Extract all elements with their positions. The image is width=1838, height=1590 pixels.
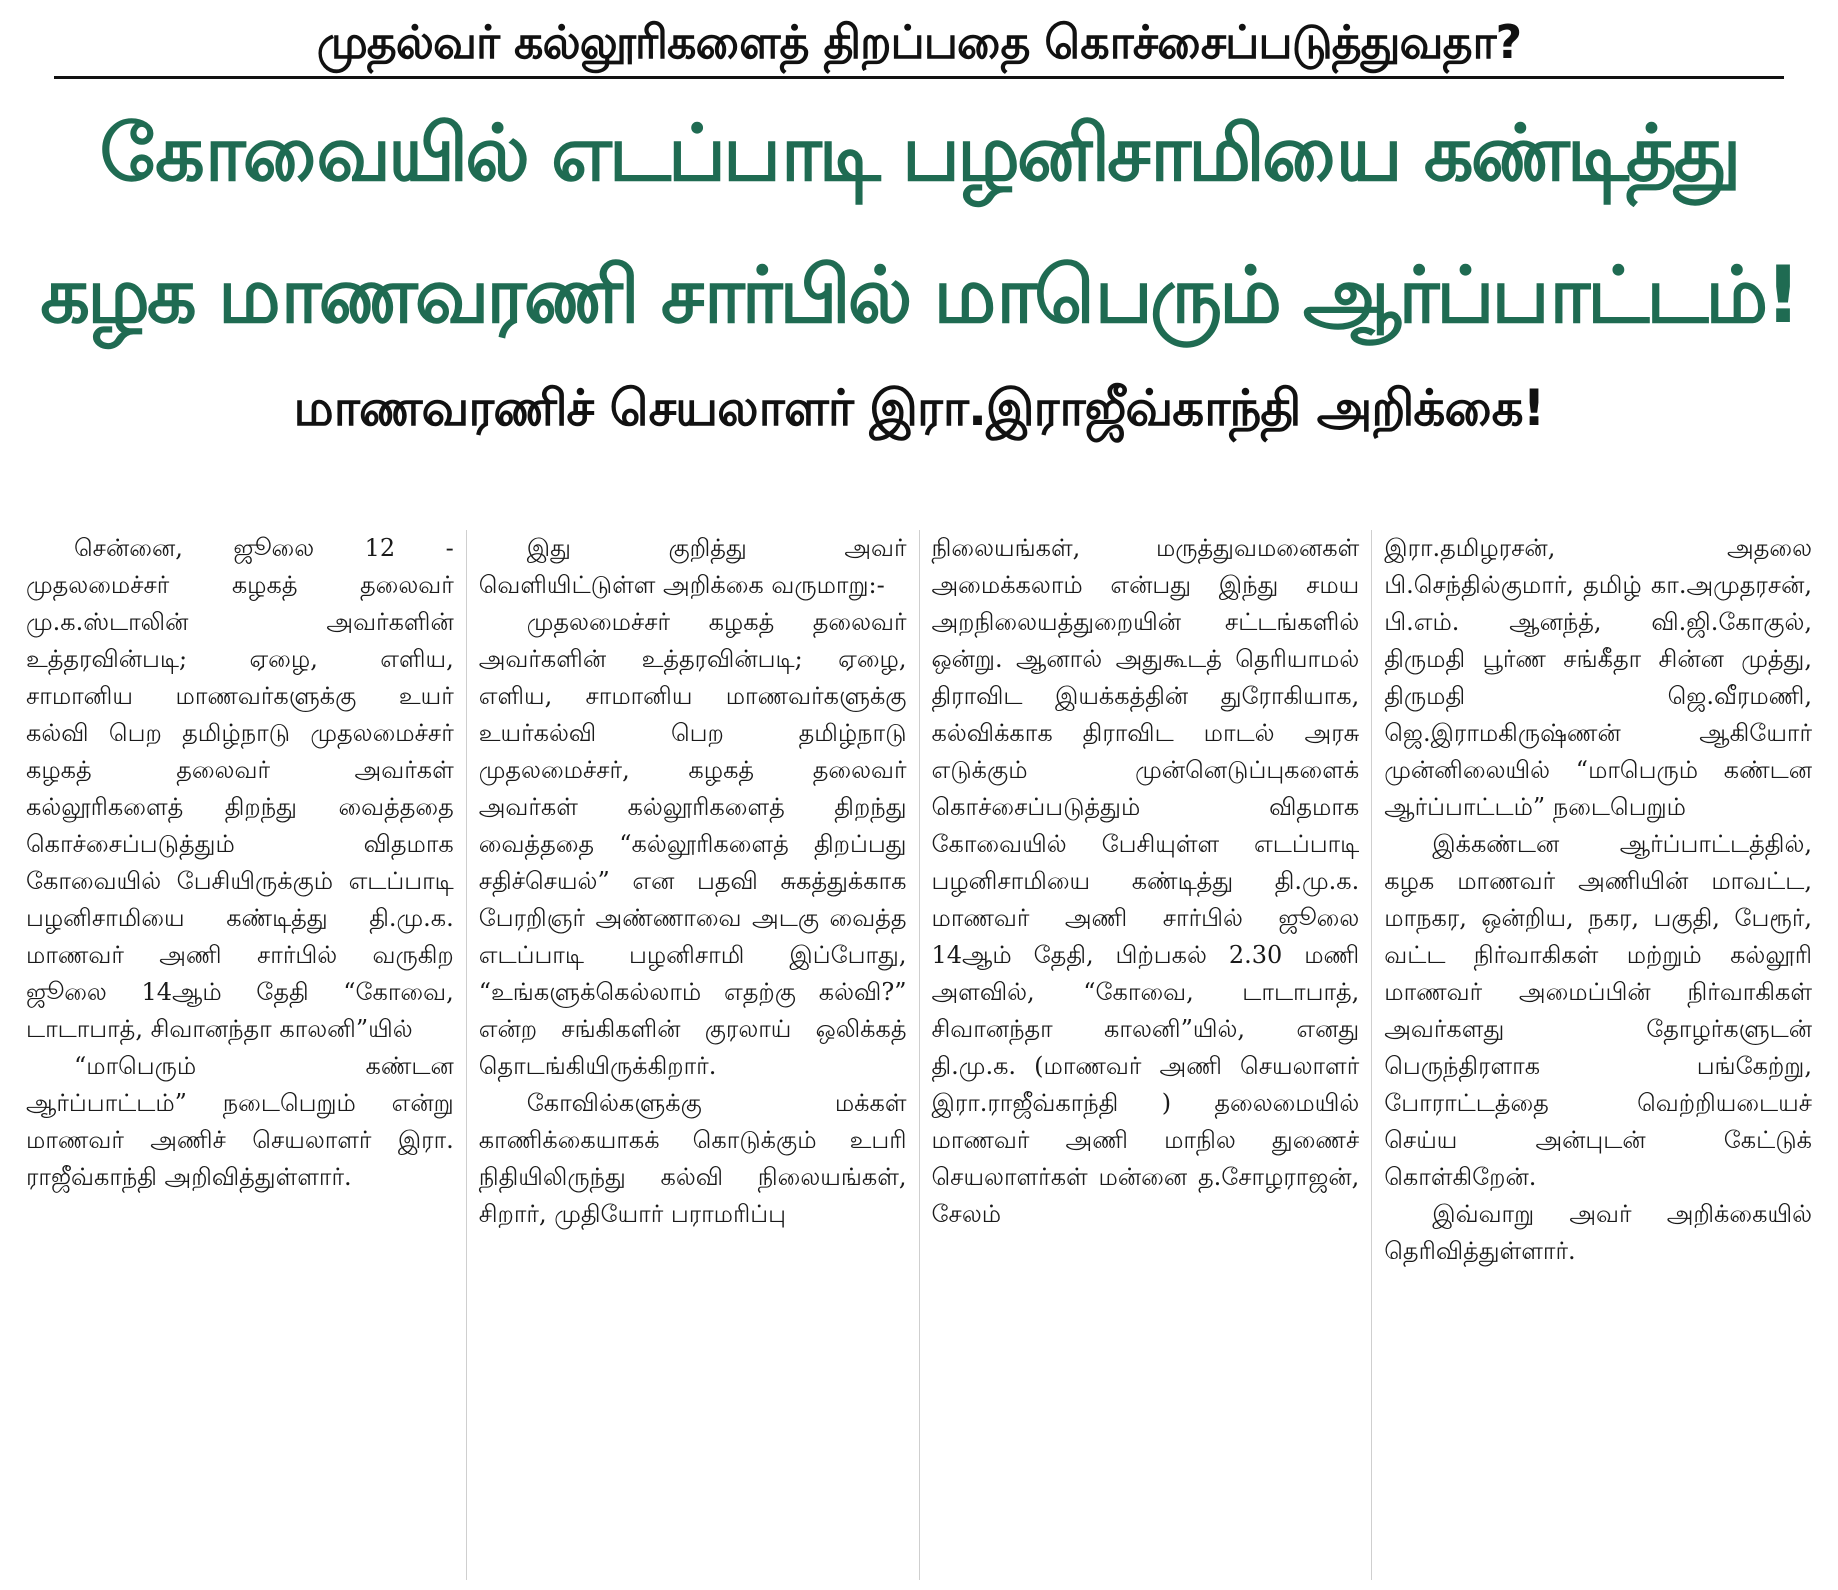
- article-column-3: [919, 530, 1372, 1580]
- paragraph: இக்கண்டன ஆர்ப்பாட்டத்தில், கழக மாணவர் அணியின் மாவட்ட, மாநகர, ஒன்றிய, நகர, பகுதி, பேரூர், வட்ட நிர்வாகிகள் மற்றும் கல்லூரி மாணவர் அமைப்பின் நிர்வாகிகள் அவர்களது தோழர்களுடன் பெருந்திரளாக பங்கேற்று, போராட்டத்தை வெற்றியடையச் செய்ய அன்புடன் கேட்டுக் கொள்கிறேன்.: [1384, 830, 1812, 1191]
- paragraph: கோவில்களுக்கு மக்கள் காணிக்கையாகக் கொடுக்கும் உபரி நிதியிலிருந்து கல்வி நிலையங்கள், சிறார், முதியோர் பராமரிப்பு: [478, 1089, 907, 1228]
- main-headline-line-2: கழக மாணவரணி சார்பில் மாபெரும் ஆர்ப்பாட்டம்!: [40, 251, 1798, 341]
- article-column-4: [1371, 530, 1824, 1580]
- paragraph: முதலமைச்சர் கழகத் தலைவர் அவர்களின் உத்தரவின்படி; ஏழை, எளிய, சாமானிய மாணவர்களுக்கு உயர்கல்வி பெற தமிழ்நாடு முதலமைச்சர், கழகத் தலைவர் அவர்கள் கல்லூரிகளைத் திறந்து வைத்ததை “கல்லூரிகளைத் திறப்பது சதிச்செயல்” என பதவி சுகத்துக்காக பேரறிஞர் அண்ணாவை அடகு வைத்த எடப்பாடி பழனிசாமி இப்போது, “உங்களுக்கெல்லாம் எதற்கு கல்வி?” என்ற சங்கிகளின் குரலாய் ஒலிக்கத் தொடங்கியிருக்கிறார்.: [478, 608, 907, 1080]
- paragraph: நிலையங்கள், மருத்துவமனைகள் அமைக்கலாம் என்பது இந்து சமய அறநிலையத்துறையின் சட்டங்களில் ஒன்று. ஆனால் அதுகூடத் தெரியாமல் திராவிட இயக்கத்தின் துரோகியாக, கல்விக்காக திராவிட மாடல் அரசு எடுக்கும் முன்னெடுப்புகளைக் கொச்சைப்படுத்தும் விதமாக கோவையில் பேசியுள்ள எடப்பாடி பழனிசாமியை கண்டித்து தி.மு.க. மாணவர் அணி சார்பில் ஜூலை 14ஆம் தேதி, பிற்பகல் 2.30 மணி அளவில், “கோவை, டாடாபாத், சிவானந்தா காலனி”யில், எனது தி.மு.க. (மாணவர் அணி செயலாளர் இரா.ராஜீவ்காந்தி ) தலைமையில் மாணவர் அணி மாநில துணைச் செயலாளர்கள் மன்னை த.சோழராஜன், சேலம்: [931, 534, 1360, 1228]
- kicker-headline: முதல்வர் கல்லூரிகளைத் திறப்பதை கொச்சைப்படுத்துவதா?: [54, 0, 1784, 79]
- article-body: [14, 530, 1824, 1580]
- article-column-1: [14, 530, 466, 1580]
- paragraph: சென்னை, ஜூலை 12 - முதலமைச்சர் கழகத் தலைவர் மு.க.ஸ்டாலின் அவர்களின் உத்தரவின்படி; ஏழை, எளிய, சாமானிய மாணவர்களுக்கு உயர் கல்வி பெற தமிழ்நாடு முதலமைச்சர் கழகத் தலைவர் அவர்கள் கல்லூரிகளைத் திறந்து வைத்ததை கொச்சைப்படுத்தும் விதமாக கோவையில் பேசியிருக்கும் எடப்பாடி பழனிசாமியை கண்டித்து தி.மு.க. மாணவர் அணி சார்பில் வருகிற ஜூலை 14ஆம் தேதி “கோவை, டாடாபாத், சிவானந்தா காலனி”யில்: [26, 534, 454, 1043]
- paragraph: “மாபெரும் கண்டன ஆர்ப்பாட்டம்” நடைபெறும் என்று மாணவர் அணிச் செயலாளர் இரா. ராஜீவ்காந்தி அறிவித்துள்ளார்.: [26, 1052, 454, 1191]
- paragraph: இவ்வாறு அவர் அறிக்கையில் தெரிவித்துள்ளார்.: [1384, 1200, 1812, 1265]
- subheadline: மாணவரணிச் செயலாளர் இரா.இராஜீவ்காந்தி அறிக்கை!: [293, 379, 1545, 437]
- main-headline-line-1: கோவையில் எடப்பாடி பழனிசாமியை கண்டித்து: [99, 109, 1739, 199]
- paragraph: இரா.தமிழரசன், அதலை பி.செந்தில்குமார், தமிழ் கா.அமுதரசன், பி.எம். ஆனந்த், வி.ஜி.கோகுல், திருமதி பூர்ண சங்கீதா சின்ன முத்து, திருமதி ஜெ.வீரமணி, ஜெ.இராமகிருஷ்ணன் ஆகியோர் முன்னிலையில் “மாபெரும் கண்டன ஆர்ப்பாட்டம்” நடைபெறும்: [1384, 534, 1812, 821]
- paragraph: இது குறித்து அவர் வெளியிட்டுள்ள அறிக்கை வருமாறு:-: [478, 534, 907, 599]
- article-column-2: [466, 530, 919, 1580]
